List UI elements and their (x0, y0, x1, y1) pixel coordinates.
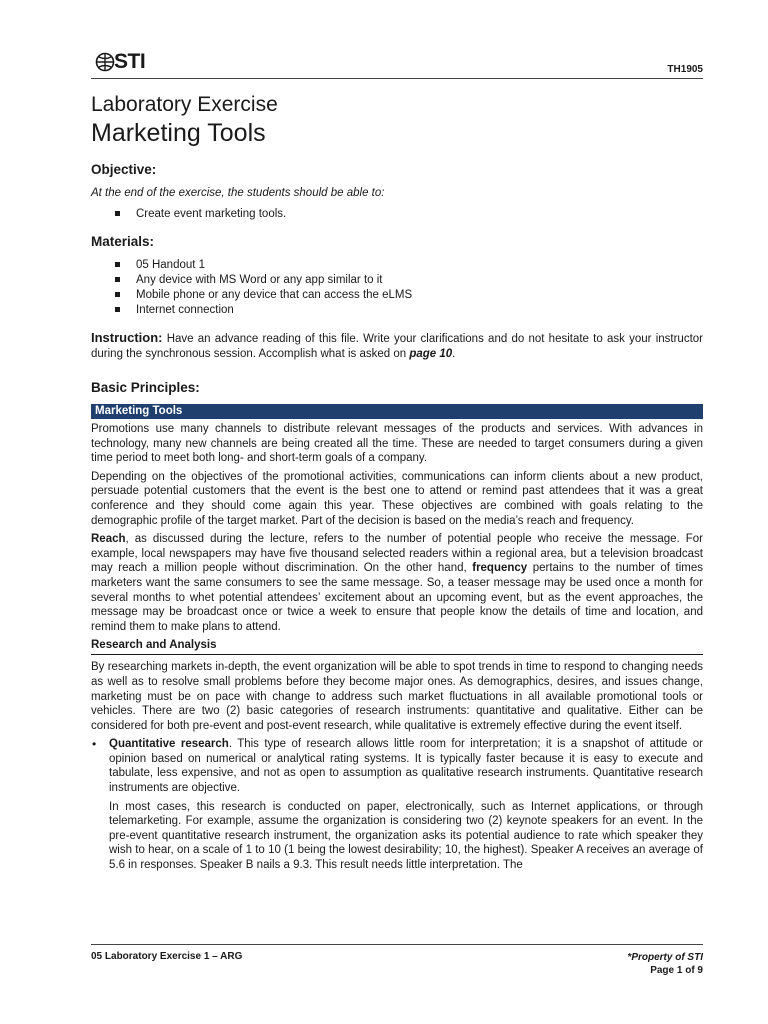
page-header (91, 48, 703, 78)
instruction-paragraph (91, 330, 703, 362)
frequency-term: frequency (472, 562, 528, 575)
sti-logo (95, 50, 155, 74)
research-heading: Research and Analysis (91, 638, 703, 655)
paragraph: Promotions use many channels to distribute relevant messages of the products and services. With advances in technology, many new channels are being created all the time. These are needed to target consumers during a given time period to meet both long- and short-term goals of a company. (91, 423, 703, 465)
document-code: TH1905 (667, 64, 703, 75)
instruction-label: Instruction: (91, 330, 163, 345)
list-item: Mobile phone or any device that can access the eLMS (91, 288, 703, 303)
quantitative-term: Quantitative research (109, 738, 229, 751)
instruction-text: Have an advance reading of this file. Write your clarifications and do not hesitate to ask your instructor during the synchronous session. Accomplish what is asked on (91, 333, 703, 360)
list-item: Create event marketing tools. (91, 207, 703, 222)
list-item: Any device with MS Word or any app similar to it (91, 273, 703, 288)
quantitative-bullet (91, 737, 703, 795)
header-rule (91, 78, 703, 79)
objective-intro: At the end of the exercise, the students should be able to: (91, 187, 385, 199)
footer-right (627, 951, 703, 977)
paragraph: Depending on the objectives of the promotional activities, communications can inform clients about a new product, persuade potential customers that the event is the best one to attend or remind past attendees that it was a great conference and they should come again this year. These objectives are combined with goals relating to the demographic profile of the target market. Part of the decision is based on the media’s reach and frequency. (91, 470, 703, 527)
objective-list (91, 207, 703, 222)
footer-document-label: 05 Laboratory Exercise 1 – ARG (91, 951, 243, 962)
paragraph-text: , as discussed during the lecture, refers to the number of potential people who receive the message. For example, local newspapers may have five thousand selected readers within a regional area, but a television broadcast may reach a million people without discrimination. On the other hand, (91, 533, 703, 575)
list-item: 05 Handout 1 (91, 258, 703, 273)
instruction-page-ref: page 10 (409, 348, 453, 360)
bullet-dot: • (92, 737, 97, 752)
page-footer (91, 944, 703, 976)
objective-heading: Objective: (91, 162, 157, 177)
document-kicker: Laboratory Exercise (91, 93, 278, 116)
logo-wordmark: STI (114, 50, 146, 73)
paragraph-text: pertains to the number of times marketers want the same consumers to see the same message. So, a teaser message may be used once a month for several months to whet potential attendees’ excitement about an upcoming event, but as the event approaches, the message may be broadcast once or twice a week to ensure that people know the details of time and location, and remind them to make plans to attend. (91, 562, 704, 633)
materials-heading: Materials: (91, 234, 155, 249)
instruction-end: . (452, 348, 456, 360)
reach-term: Reach (91, 533, 126, 546)
document-title: Marketing Tools (91, 119, 266, 147)
paragraph: By researching markets in-depth, the event organization will be able to spot trends in time to respond to changing needs as well as to resolve small problems before they become major ones. As demographics, desires, and issues change, marketing must be on pace with change to address such market fluctuations in all available promotional tools or vehicles. There are two (2) basic categories of research instruments: quantitative and qualitative. Either can be considered for both pre-event and post-event research, while qualitative is extremely effective during the event itself. (91, 661, 703, 732)
reach-paragraph (91, 532, 703, 634)
section-band-marketing-tools: Marketing Tools (91, 404, 703, 419)
footer-page-number: Page 1 of 9 (650, 965, 703, 976)
list-item: Internet connection (91, 303, 703, 318)
document-body (91, 92, 703, 873)
globe-icon (95, 52, 115, 72)
basic-principles-heading: Basic Principles: (91, 380, 200, 395)
materials-list (91, 258, 703, 318)
paragraph: In most cases, this research is conducted on paper, electronically, such as Internet applications, or through telemarketing. For example, assume the organization is considering two (2) keynote speakers for an event. In the pre-event quantitative research instrument, the organization asks its potential audience to rate which speaker they wish to hear, on a scale of 1 to 10 (1 being the lowest desirability; 10, the highest). Speaker A receives an average of 5.6 in responses. Speaker B nails a 9.3. This result needs little interpretation. The (109, 800, 703, 872)
bullet-text: . This type of research allows little room for interpretation; it is a snapshot of attitude or opinion based on numerical or analytical rating systems. It is typically faster because it is easy to execute and tabulate, less expensive, and not as open to assumption as qualitative research instruments. Quantitative research instruments are objective. (109, 738, 703, 795)
footer-property: *Property of STI (627, 952, 703, 963)
